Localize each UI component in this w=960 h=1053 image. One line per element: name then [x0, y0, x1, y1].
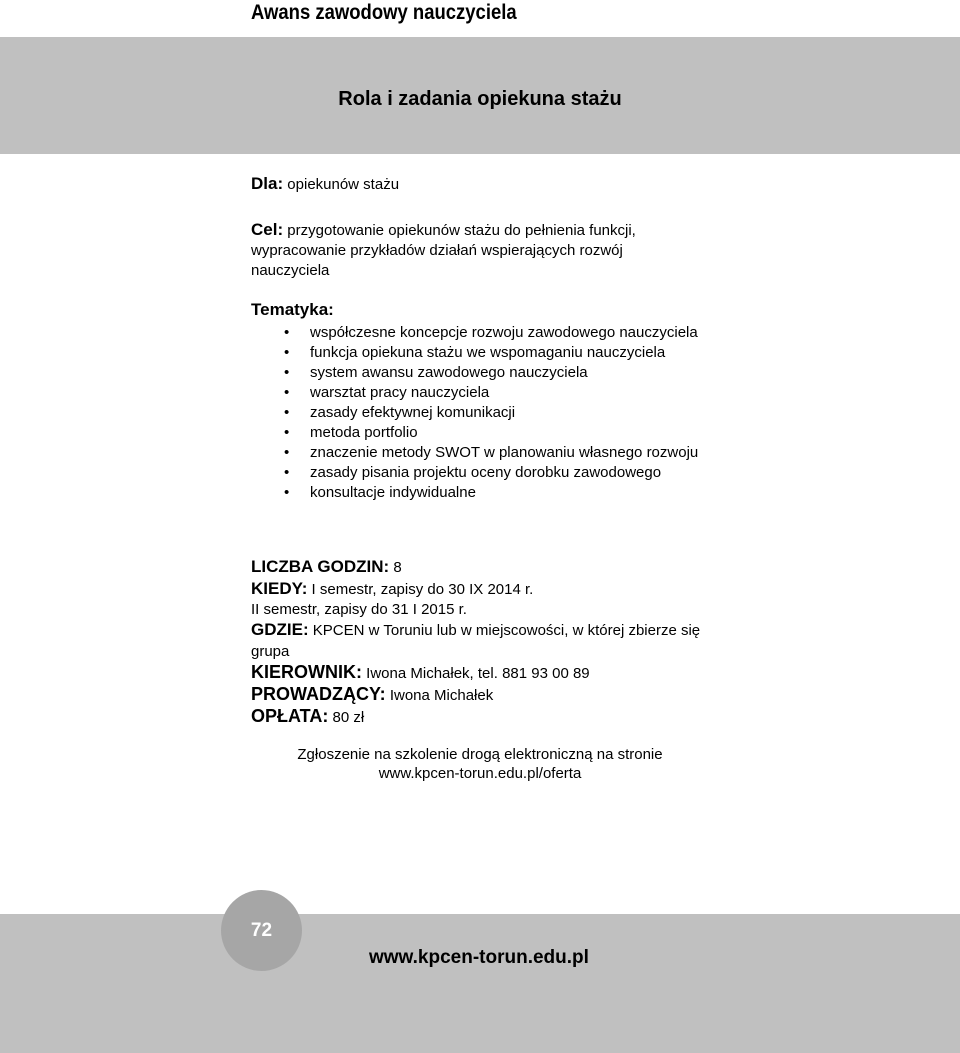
page-number-badge — [221, 890, 302, 971]
audience-line — [251, 174, 399, 195]
where-line — [251, 619, 711, 662]
bullet-icon: • — [284, 484, 290, 501]
when-line — [251, 578, 711, 600]
bullet-icon: • — [284, 424, 290, 441]
list-item: • znaczenie metody SWOT w planowaniu własnego rozwoju — [284, 444, 699, 461]
bullet-icon: • — [284, 324, 290, 341]
signup-text: Zgłoszenie na szkolenie drogą elektroniczną na stronie — [297, 746, 663, 763]
topics-heading-line — [251, 300, 334, 321]
course-title: Rola i zadania opiekuna stażu — [338, 88, 622, 110]
list-item: • zasady pisania projektu oceny dorobku zawodowego — [284, 464, 662, 481]
audience-label: Dla: — [251, 174, 284, 193]
goal-value: przygotowanie opiekunów stażu do pełnienia funkcji, wypracowanie przykładów działań wspierających rozwój nauczyciela — [251, 222, 636, 279]
goal-paragraph — [251, 220, 691, 281]
bullet-icon: • — [284, 344, 290, 361]
list-item: • funkcja opiekuna stażu we wspomaganiu nauczyciela — [284, 344, 666, 361]
hours-value: 8 — [393, 559, 402, 576]
page-number: 72 — [250, 919, 273, 941]
when-value-1: I semestr, zapisy do 30 IX 2014 r. — [311, 581, 534, 598]
hours-label: LICZBA GODZIN: — [251, 557, 390, 576]
trainer-value: Iwona Michałek — [389, 687, 494, 704]
list-item: • warsztat pracy nauczyciela — [284, 384, 490, 401]
goal-label: Cel: — [251, 220, 284, 239]
list-item: • system awansu zawodowego nauczyciela — [284, 364, 588, 381]
signup-link[interactable]: www.kpcen-torun.edu.pl/oferta — [378, 765, 582, 782]
header-title: Awans zawodowy nauczyciela — [251, 1, 517, 24]
list-item: • współczesne koncepcje rozwoju zawodowego nauczyciela — [284, 324, 698, 341]
where-value: KPCEN w Toruniu lub w miejscowości, w której zbierze się grupa — [251, 622, 701, 660]
topics-heading: Tematyka: — [251, 300, 334, 319]
bullet-icon: • — [284, 384, 290, 401]
manager-value: Iwona Michałek, tel. 881 93 00 89 — [366, 665, 590, 682]
bullet-icon: • — [284, 464, 290, 481]
bullet-icon: • — [284, 364, 290, 381]
fee-label: OPŁATA: — [251, 706, 329, 726]
when-label: KIEDY: — [251, 579, 308, 598]
when-line-2 — [251, 600, 711, 619]
list-item: • metoda portfolio — [284, 424, 418, 441]
fee-value: 80 zł — [332, 709, 365, 726]
footer-website-link[interactable]: www.kpcen-torun.edu.pl — [369, 947, 589, 968]
manager-label: KIEROWNIK: — [251, 662, 362, 682]
signup-note — [0, 745, 960, 783]
course-info — [251, 556, 711, 728]
fee-line — [251, 706, 711, 728]
audience-value: opiekunów stażu — [287, 176, 400, 193]
manager-line — [251, 662, 711, 684]
hours-line — [251, 556, 711, 578]
trainer-line — [251, 684, 711, 706]
when-value-2: II semestr, zapisy do 31 I 2015 r. — [251, 601, 467, 618]
topics-list — [251, 323, 711, 503]
footer-bar — [0, 914, 960, 1053]
title-banner — [0, 37, 960, 154]
list-item: • konsultacje indywidualne — [284, 484, 476, 501]
trainer-label: PROWADZĄCY: — [251, 684, 386, 704]
list-item: • zasady efektywnej komunikacji — [284, 404, 516, 421]
bullet-icon: • — [284, 444, 290, 461]
where-label: GDZIE: — [251, 620, 309, 639]
bullet-icon: • — [284, 404, 290, 421]
